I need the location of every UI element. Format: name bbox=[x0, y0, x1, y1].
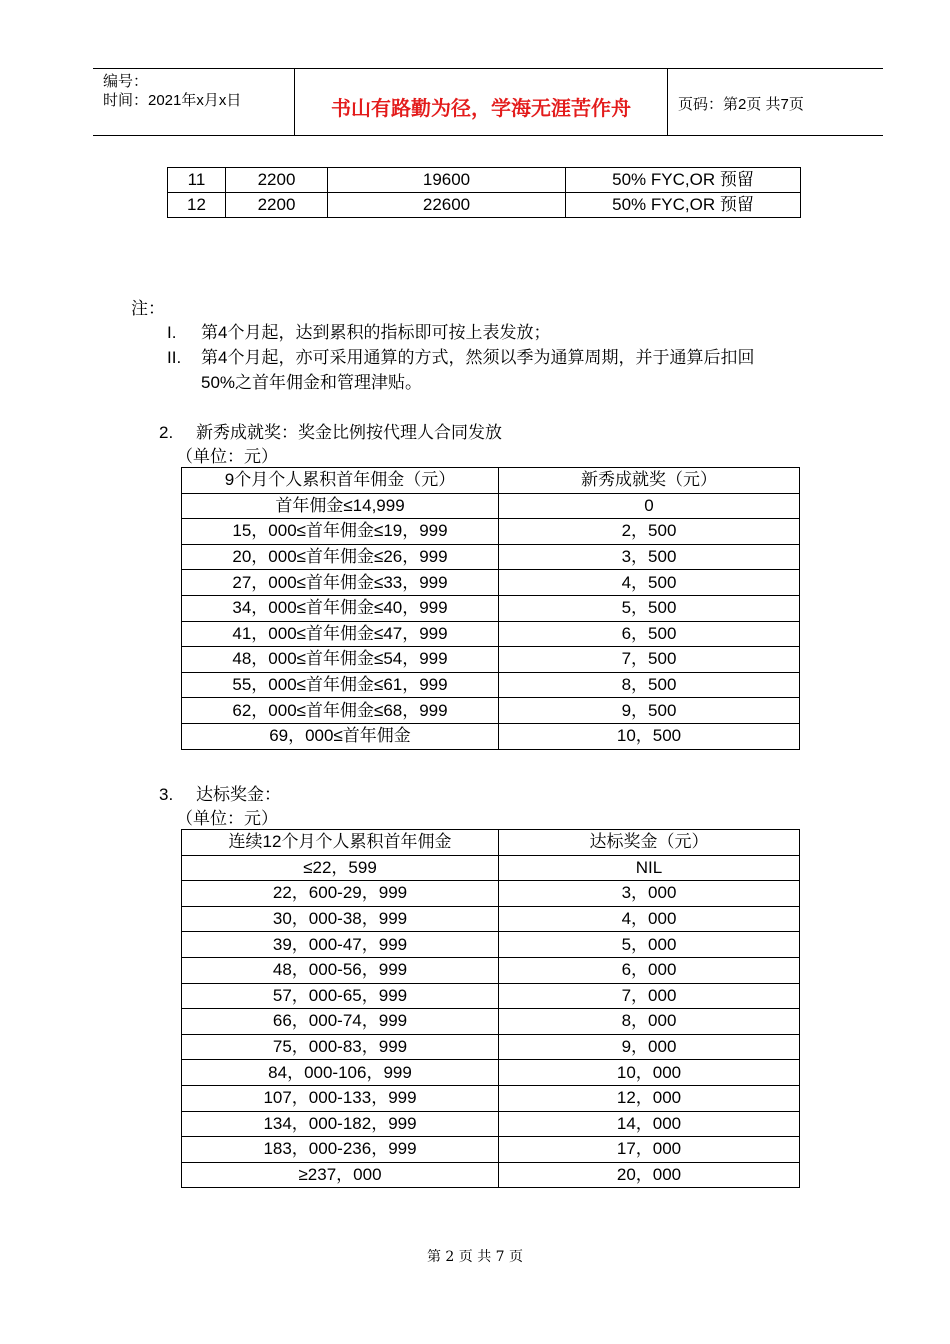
section-2-unit: （单位：元） bbox=[176, 447, 278, 466]
table-cell: 69，000≤首年佣金 bbox=[182, 723, 499, 749]
table-row bbox=[182, 983, 800, 1009]
table-row bbox=[182, 1162, 800, 1188]
table-cell: ≥237，000 bbox=[182, 1162, 499, 1188]
table-cell: 107，000-133，999 bbox=[182, 1085, 499, 1111]
header-time-label: 时间：2021年x月x日 bbox=[103, 92, 242, 109]
table-row bbox=[182, 570, 800, 596]
table-cell: 6，000 bbox=[499, 957, 800, 983]
table-cell: ≤22，599 bbox=[182, 855, 499, 881]
table-cell: 50% FYC,OR 预留 bbox=[566, 168, 801, 193]
header-bottom-rule bbox=[93, 135, 883, 136]
table-cell: 14，000 bbox=[499, 1111, 800, 1137]
commission-table-continuation bbox=[167, 167, 801, 218]
table-row bbox=[182, 1060, 800, 1086]
table-cell: 15，000≤首年佣金≤19，999 bbox=[182, 519, 499, 545]
table-header-row bbox=[182, 830, 800, 856]
table-row bbox=[182, 621, 800, 647]
table-cell: 55，000≤首年佣金≤61，999 bbox=[182, 672, 499, 698]
table-row bbox=[182, 595, 800, 621]
header-divider-right bbox=[667, 68, 668, 136]
table-cell: 34，000≤首年佣金≤40，999 bbox=[182, 595, 499, 621]
table-header-cell: 9个月个人累积首年佣金（元） bbox=[182, 468, 499, 494]
table-cell: 10，000 bbox=[499, 1060, 800, 1086]
table-row bbox=[182, 672, 800, 698]
table-cell: 84，000-106，999 bbox=[182, 1060, 499, 1086]
table-cell: 2，500 bbox=[499, 519, 800, 545]
table-cell: 5，000 bbox=[499, 932, 800, 958]
table-cell: 48，000≤首年佣金≤54，999 bbox=[182, 647, 499, 673]
table-row bbox=[182, 493, 800, 519]
table-cell: 0 bbox=[499, 493, 800, 519]
table-cell: 4，500 bbox=[499, 570, 800, 596]
page-footer: 第 2 页 共 7 页 bbox=[426, 1249, 524, 1265]
section-3-unit: （单位：元） bbox=[176, 809, 278, 828]
table-row bbox=[182, 647, 800, 673]
table-cell: 20，000 bbox=[499, 1162, 800, 1188]
table-row bbox=[182, 723, 800, 749]
table-cell: 首年佣金≤14,999 bbox=[182, 493, 499, 519]
table-cell: 22600 bbox=[328, 193, 566, 218]
note-1-text: 第4个月起，达到累积的指标即可按上表发放； bbox=[201, 323, 551, 342]
table-cell: 20，000≤首年佣金≤26，999 bbox=[182, 544, 499, 570]
table-row bbox=[182, 932, 800, 958]
notes-title: 注： bbox=[131, 299, 165, 318]
table-cell: 7，500 bbox=[499, 647, 800, 673]
table-cell: 2200 bbox=[226, 168, 328, 193]
table-row bbox=[168, 193, 801, 218]
table-cell: 10，500 bbox=[499, 723, 800, 749]
table-cell: 9，000 bbox=[499, 1034, 800, 1060]
table-cell: 3，000 bbox=[499, 881, 800, 907]
table-cell: 8，500 bbox=[499, 672, 800, 698]
table-row bbox=[182, 1009, 800, 1035]
table-row bbox=[182, 906, 800, 932]
header-motto: 书山有路勤为径，学海无涯苦作舟 bbox=[331, 98, 631, 120]
table-row bbox=[182, 698, 800, 724]
table-row bbox=[182, 1085, 800, 1111]
table-row bbox=[182, 1137, 800, 1163]
table-row bbox=[182, 519, 800, 545]
table-row bbox=[182, 957, 800, 983]
table-cell: 4，000 bbox=[499, 906, 800, 932]
table-cell: 17，000 bbox=[499, 1137, 800, 1163]
table-cell: 22，600-29，999 bbox=[182, 881, 499, 907]
note-2-text-line2: 50%之首年佣金和管理津贴。 bbox=[201, 373, 423, 392]
note-2-text-line1: 第4个月起，亦可采用通算的方式，然须以季为通算周期，并于通算后扣回 bbox=[201, 348, 755, 367]
note-2-marker: II. bbox=[167, 348, 182, 367]
table-cell: 41，000≤首年佣金≤47，999 bbox=[182, 621, 499, 647]
table-row bbox=[182, 881, 800, 907]
header-serial-label: 编号： bbox=[103, 73, 149, 90]
header-page-label: 页码：第2页 共7页 bbox=[678, 96, 804, 113]
table-cell: 39，000-47，999 bbox=[182, 932, 499, 958]
table-header-cell: 连续12个月个人累积首年佣金 bbox=[182, 830, 499, 856]
table-cell: 183，000-236，999 bbox=[182, 1137, 499, 1163]
table-cell: 2200 bbox=[226, 193, 328, 218]
section-2-heading: 新秀成就奖：奖金比例按代理人合同发放 bbox=[196, 423, 502, 442]
table-cell: 75，000-83，999 bbox=[182, 1034, 499, 1060]
section-3-heading: 达标奖金： bbox=[196, 785, 281, 804]
table-cell: 5，500 bbox=[499, 595, 800, 621]
rookie-award-table bbox=[181, 467, 800, 750]
table-cell: 57，000-65，999 bbox=[182, 983, 499, 1009]
table-row bbox=[182, 544, 800, 570]
table-cell: 9，500 bbox=[499, 698, 800, 724]
table-cell: 30，000-38，999 bbox=[182, 906, 499, 932]
target-bonus-table bbox=[181, 829, 800, 1188]
table-cell: 12，000 bbox=[499, 1085, 800, 1111]
table-cell: 12 bbox=[168, 193, 226, 218]
table-cell: 27，000≤首年佣金≤33，999 bbox=[182, 570, 499, 596]
table-cell: 8，000 bbox=[499, 1009, 800, 1035]
section-3-number: 3. bbox=[159, 785, 174, 804]
table-cell: 3，500 bbox=[499, 544, 800, 570]
table-cell: 48，000-56，999 bbox=[182, 957, 499, 983]
table-cell: 7，000 bbox=[499, 983, 800, 1009]
table-cell: NIL bbox=[499, 855, 800, 881]
table-row bbox=[182, 855, 800, 881]
table-header-cell: 达标奖金（元） bbox=[499, 830, 800, 856]
note-1-marker: I. bbox=[167, 323, 177, 342]
table-row bbox=[182, 1111, 800, 1137]
table-cell: 11 bbox=[168, 168, 226, 193]
table-cell: 134，000-182，999 bbox=[182, 1111, 499, 1137]
section-2-number: 2. bbox=[159, 423, 174, 442]
table-header-cell: 新秀成就奖（元） bbox=[499, 468, 800, 494]
table-cell: 19600 bbox=[328, 168, 566, 193]
table-cell: 66，000-74，999 bbox=[182, 1009, 499, 1035]
table-cell: 62，000≤首年佣金≤68，999 bbox=[182, 698, 499, 724]
table-cell: 50% FYC,OR 预留 bbox=[566, 193, 801, 218]
table-header-row bbox=[182, 468, 800, 494]
table-row bbox=[168, 168, 801, 193]
table-cell: 6，500 bbox=[499, 621, 800, 647]
header-top-rule bbox=[93, 68, 883, 69]
table-row bbox=[182, 1034, 800, 1060]
